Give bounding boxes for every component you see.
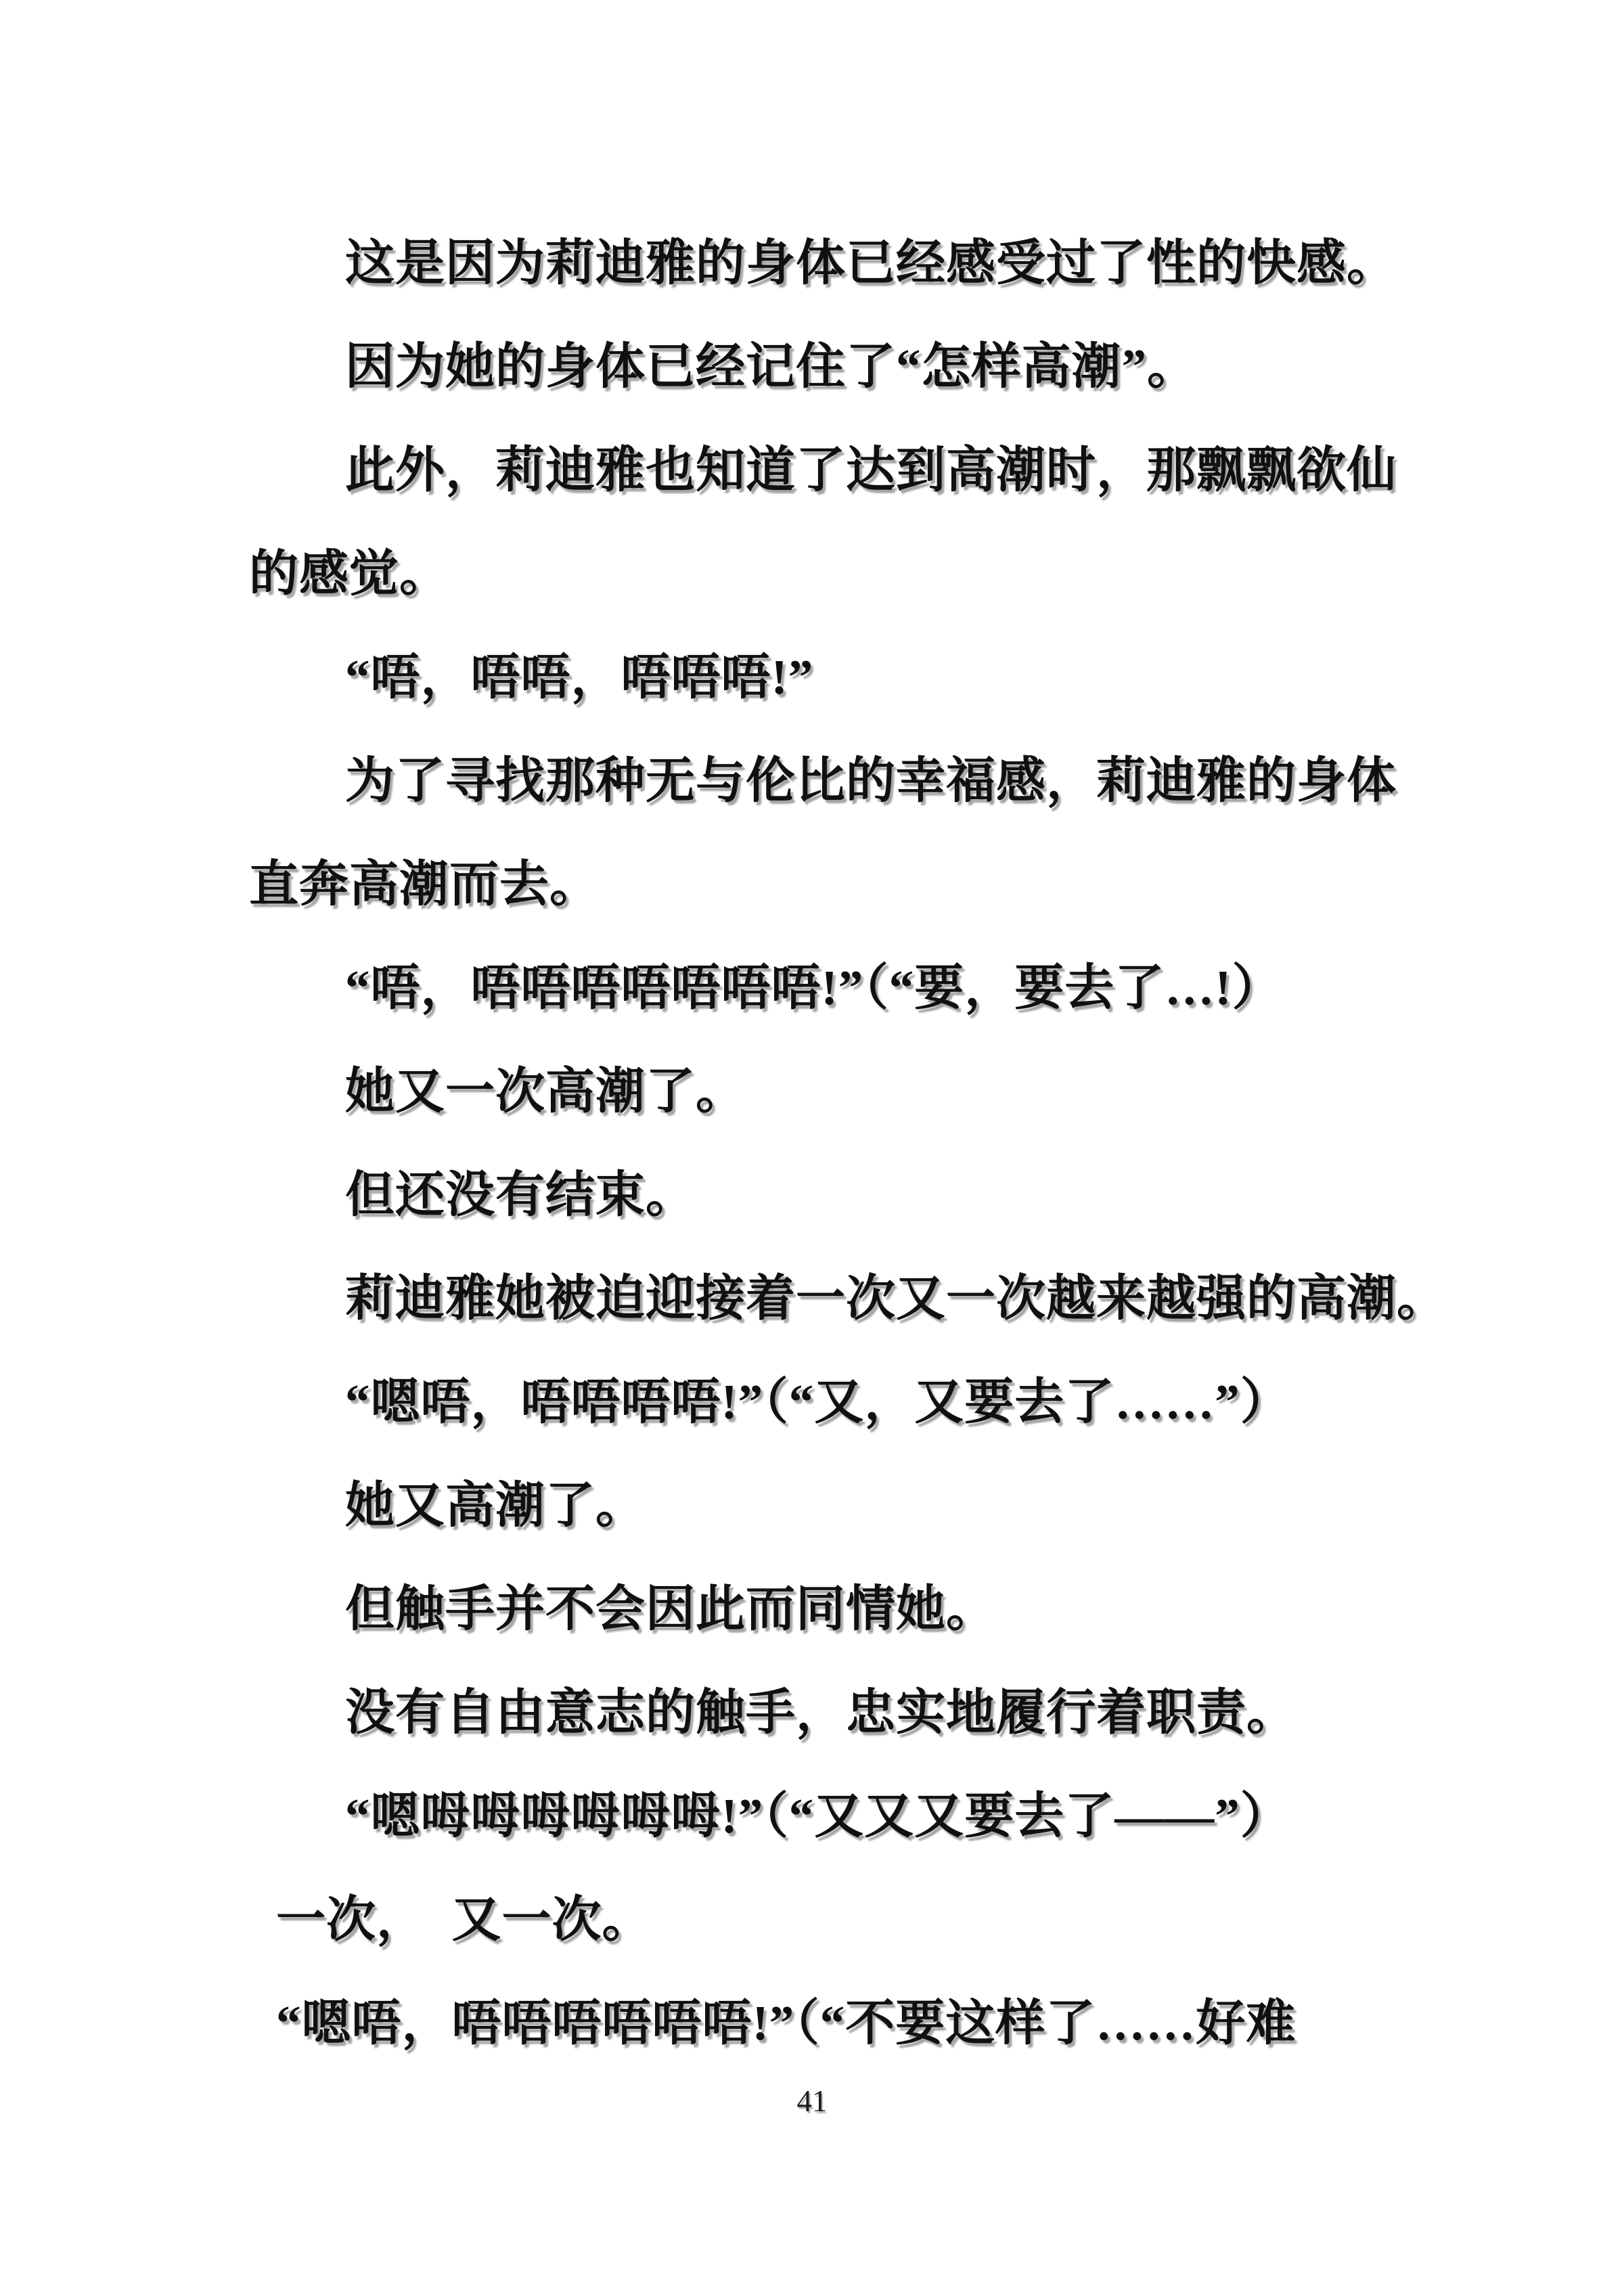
page-number: 41 <box>796 2084 828 2118</box>
text-line: 但还没有结束。 <box>345 1167 696 1222</box>
text-line: 的感觉。 <box>249 546 449 601</box>
text-line: 但触手并不会因此而同情她。 <box>345 1581 996 1636</box>
text-line: 此外，莉迪雅也知道了达到高潮时，那飘飘欲仙 <box>345 443 1397 497</box>
text-line: “嗯唔，唔唔唔唔!”（“又，又要去了……”） <box>345 1374 1290 1429</box>
text-line: 因为她的身体已经记住了“怎样高潮”。 <box>345 339 1197 394</box>
text-line: 为了寻找那种无与伦比的幸福感，莉迪雅的身体 <box>345 753 1397 808</box>
text-line: 莉迪雅她被迫迎接着一次又一次越来越强的高潮。 <box>345 1271 1447 1326</box>
text-line: 这是因为莉迪雅的身体已经感受过了性的快感。 <box>345 235 1397 290</box>
text-line: 她又一次高潮了。 <box>345 1064 746 1119</box>
text-line: 一次， 又一次。 <box>276 1892 652 1947</box>
text-line: “嗯呣呣呣呣呣呣!”（“又又又要去了——”） <box>345 1788 1290 1843</box>
text-line: 没有自由意志的触手，忠实地履行着职责。 <box>345 1685 1296 1740</box>
page-number-row <box>0 2081 1624 2121</box>
text-line: “嗯唔，唔唔唔唔唔唔!”（“不要这样了……好难 <box>276 1996 1296 2050</box>
text-line: 她又高潮了。 <box>345 1478 646 1533</box>
text-line: 直奔高潮而去。 <box>249 857 600 911</box>
text-line: “唔，唔唔唔唔唔唔唔!”（“要，要去了…!） <box>345 960 1282 1015</box>
text-line: “唔，唔唔，唔唔唔!” <box>345 650 814 704</box>
